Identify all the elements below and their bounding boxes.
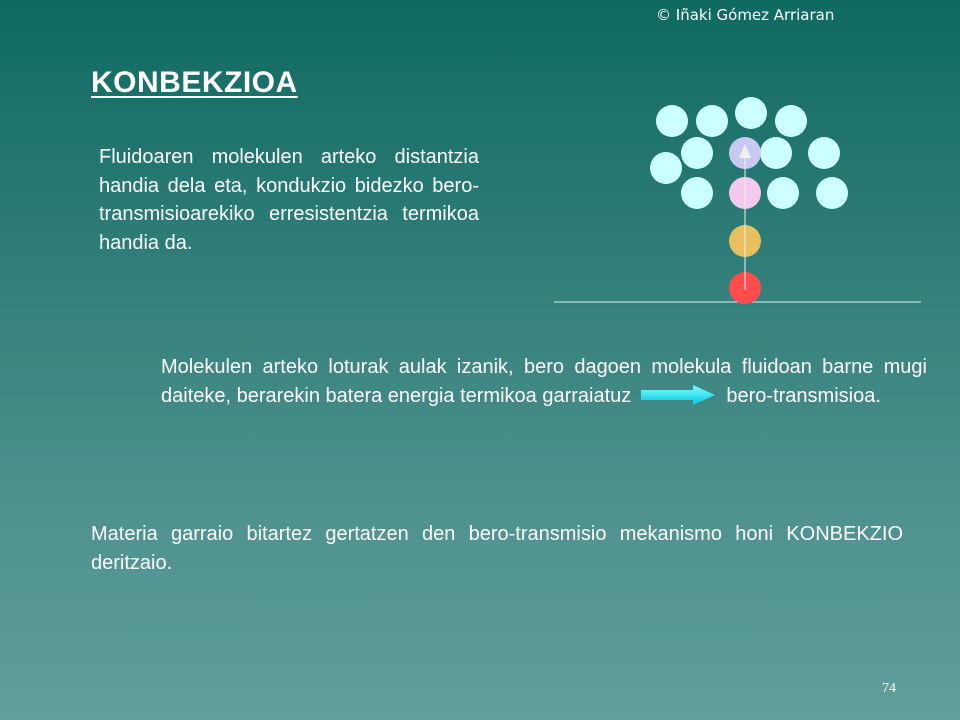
paragraph-resistance: Fluidoaren molekulen arteko distantzia handia dela eta, kondukzio bidezko bero-transmisioarekiko erresistentzia termikoa handia da.	[99, 146, 479, 254]
paragraph2-result: bero-transmisioa.	[720, 385, 881, 407]
molecule	[656, 105, 688, 137]
molecule	[650, 152, 682, 184]
molecule	[808, 137, 840, 169]
copyright-notice: © Iñaki Gómez Arriaran	[656, 6, 835, 24]
paragraph-molecule-transport	[161, 353, 927, 411]
molecule	[816, 177, 848, 209]
paragraph2-text: Molekulen arteko loturak aulak izanik, bero dagoen molekula fluidoan barne mugi daiteke, berarekin batera energia termikoa garraiatuz	[161, 356, 927, 407]
slide-title: KONBEKZIOA	[91, 66, 298, 99]
page-number: 74	[882, 681, 896, 696]
molecule	[681, 137, 713, 169]
molecule	[760, 137, 792, 169]
molecule	[775, 105, 807, 137]
molecule	[681, 177, 713, 209]
molecule	[735, 97, 767, 129]
molecule	[767, 177, 799, 209]
paragraph-convection-definition: Materia garraio bitartez gertatzen den bero-transmisio mekanismo honi KONBEKZIO deritzaio.	[91, 523, 903, 574]
right-arrow-icon	[639, 385, 719, 405]
convection-molecule-diagram	[550, 90, 925, 310]
molecule	[696, 105, 728, 137]
